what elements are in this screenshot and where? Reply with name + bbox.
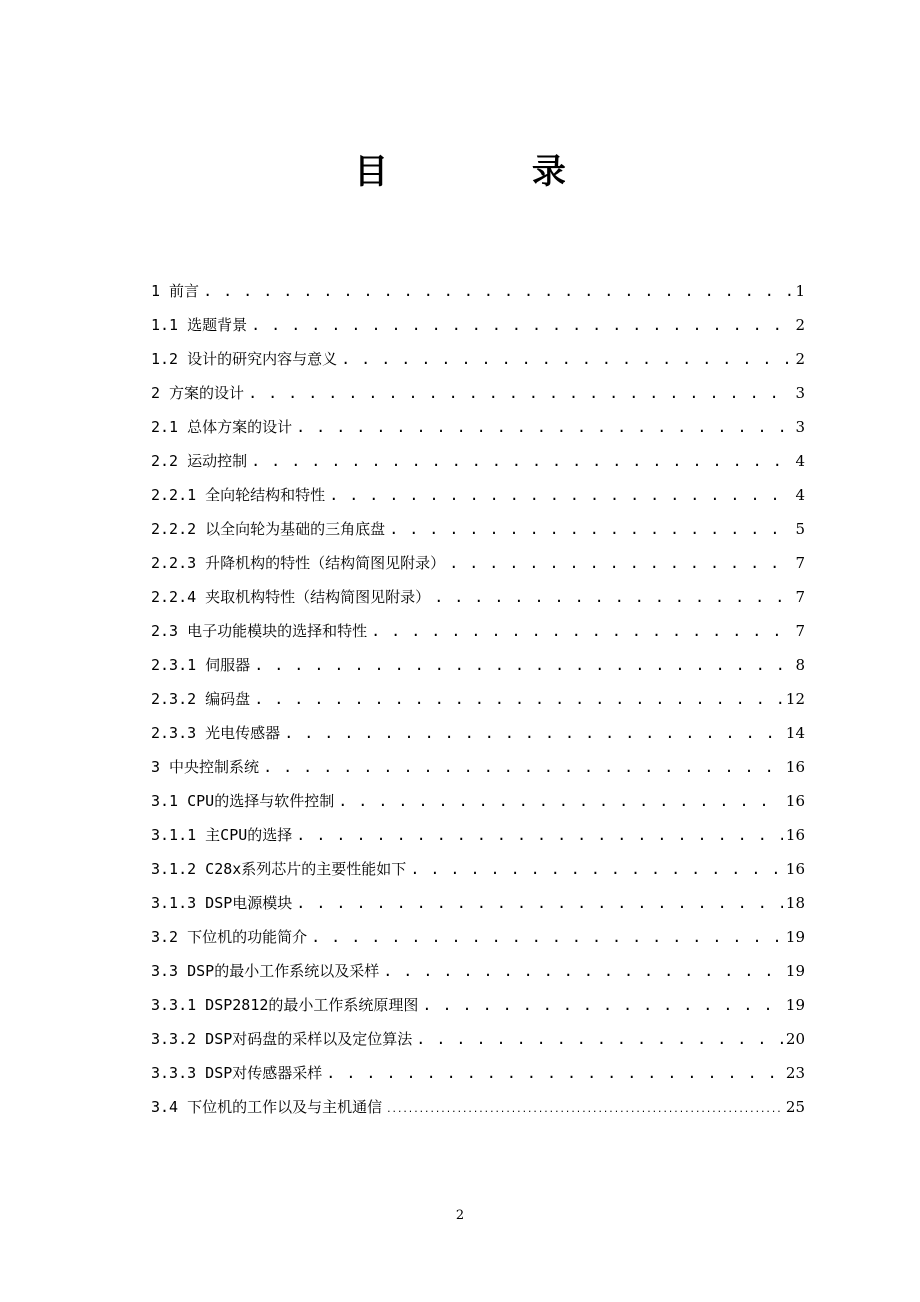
toc-entry[interactable] [151,274,805,308]
toc-dot-leader [341,342,792,376]
toc-entry-label: 2.3 电子功能模块的选择和特性 [151,622,368,640]
toc-entry-page: 14 [785,724,805,742]
toc-dot-leader [263,750,783,784]
toc-entry-page: 7 [795,588,805,606]
toc-dot-leader [296,410,792,444]
toc-entry[interactable] [151,818,805,852]
toc-entry[interactable] [151,920,805,954]
toc-entry[interactable] [151,546,805,580]
toc-dot-leader [254,648,792,682]
toc-dot-leader [251,444,792,478]
toc-dot-leader [383,954,783,988]
toc-dot-leader [416,1022,783,1056]
toc-entry-page: 16 [785,792,805,810]
toc-entry-label: 3.1 CPU的选择与软件控制 [151,792,335,810]
toc-entry-label: 2.2.2 以全向轮为基础的三角底盘 [151,520,386,538]
toc-title: 目 录 [354,152,632,192]
toc-entry-page: 12 [785,690,805,708]
toc-entry-label: 2.2.4 夹取机构特性（结构简图见附录） [151,588,431,606]
toc-entry[interactable] [151,852,805,886]
toc-entry[interactable] [151,886,805,920]
toc-entry-label: 3.1.2 C28x系列芯片的主要性能如下 [151,860,407,878]
toc-entry-label: 3.4 下位机的工作以及与主机通信 [151,1098,383,1116]
toc-dot-leader [410,852,783,886]
toc-entry-label: 1.2 设计的研究内容与意义 [151,350,338,368]
toc-entry[interactable] [151,580,805,614]
toc-entry[interactable] [151,512,805,546]
toc-entry-page: 2 [795,316,805,334]
toc-entry[interactable] [151,716,805,750]
toc-entry[interactable] [151,308,805,342]
toc-dot-leader [329,478,792,512]
toc-entry-label: 2.2 运动控制 [151,452,248,470]
toc-entry[interactable] [151,1056,805,1090]
toc-dot-leader [248,376,792,410]
toc-entry-page: 7 [795,622,805,640]
toc-entry[interactable] [151,682,805,716]
toc-entry-label: 2.3.2 编码盘 [151,690,251,708]
toc-entry-page: 3 [795,384,805,402]
toc-entry-label: 3.3.1 DSP2812的最小工作系统原理图 [151,996,419,1014]
toc-entry[interactable] [151,954,805,988]
toc-dot-leader [296,886,783,920]
toc-dot-leader [311,920,783,954]
toc-entry-page: 8 [795,656,805,674]
toc-entry-page: 2 [795,350,805,368]
toc-entry-label: 2.2.1 全向轮结构和特性 [151,486,326,504]
page-number: 2 [455,1208,465,1223]
toc-entry-page: 5 [795,520,805,538]
toc-entry-page: 19 [785,996,805,1014]
toc-entry-page: 4 [795,486,805,504]
toc-entry[interactable] [151,478,805,512]
toc-dot-leader [386,1093,783,1127]
toc-dot-leader [434,580,792,614]
toc-entry-page: 16 [785,860,805,878]
toc-entry[interactable] [151,648,805,682]
toc-entry-label: 3.2 下位机的功能简介 [151,928,308,946]
toc-entry[interactable] [151,376,805,410]
toc-entry-label: 3.1.3 DSP电源模块 [151,894,293,912]
toc-dot-leader [284,716,783,750]
toc-entry-page: 16 [785,826,805,844]
toc-entry-page: 19 [785,962,805,980]
toc-entry[interactable] [151,1090,805,1124]
toc-dot-leader [422,988,783,1022]
toc-entry-label: 2.3.1 伺服器 [151,656,251,674]
toc-entry-label: 3 中央控制系统 [151,758,260,776]
toc-dot-leader [203,274,792,308]
toc-entry[interactable] [151,784,805,818]
toc-entry-page: 1 [795,282,805,300]
toc-entry-page: 7 [795,554,805,572]
toc-entry-label: 3.3.2 DSP对码盘的采样以及定位算法 [151,1030,413,1048]
toc-entry-page: 25 [785,1098,805,1116]
toc-entry-page: 20 [785,1030,805,1048]
toc-entry[interactable] [151,1022,805,1056]
toc-entry-label: 2.2.3 升降机构的特性（结构简图见附录） [151,554,446,572]
toc-entry-label: 1.1 选题背景 [151,316,248,334]
toc-dot-leader [389,512,792,546]
toc-dot-leader [449,546,792,580]
toc-entry-page: 23 [785,1064,805,1082]
toc-dot-leader [338,784,783,818]
toc-entry-page: 3 [795,418,805,436]
toc-dot-leader [326,1056,783,1090]
toc-entry-label: 3.3.3 DSP对传感器采样 [151,1064,323,1082]
toc-entry-page: 19 [785,928,805,946]
toc-list [151,274,805,1124]
toc-entry[interactable] [151,750,805,784]
toc-entry[interactable] [151,410,805,444]
toc-dot-leader [296,818,783,852]
toc-entry-page: 18 [785,894,805,912]
toc-entry-label: 3.3 DSP的最小工作系统以及采样 [151,962,380,980]
toc-dot-leader [371,614,792,648]
toc-entry[interactable] [151,988,805,1022]
toc-entry-label: 2.3.3 光电传感器 [151,724,281,742]
toc-entry-label: 2.1 总体方案的设计 [151,418,293,436]
toc-entry-page: 16 [785,758,805,776]
toc-entry-label: 3.1.1 主CPU的选择 [151,826,293,844]
toc-entry-label: 2 方案的设计 [151,384,245,402]
toc-entry-page: 4 [795,452,805,470]
toc-entry-label: 1 前言 [151,282,200,300]
toc-entry[interactable] [151,614,805,648]
toc-entry[interactable] [151,444,805,478]
toc-entry[interactable] [151,342,805,376]
toc-dot-leader [251,308,792,342]
toc-dot-leader [254,682,783,716]
